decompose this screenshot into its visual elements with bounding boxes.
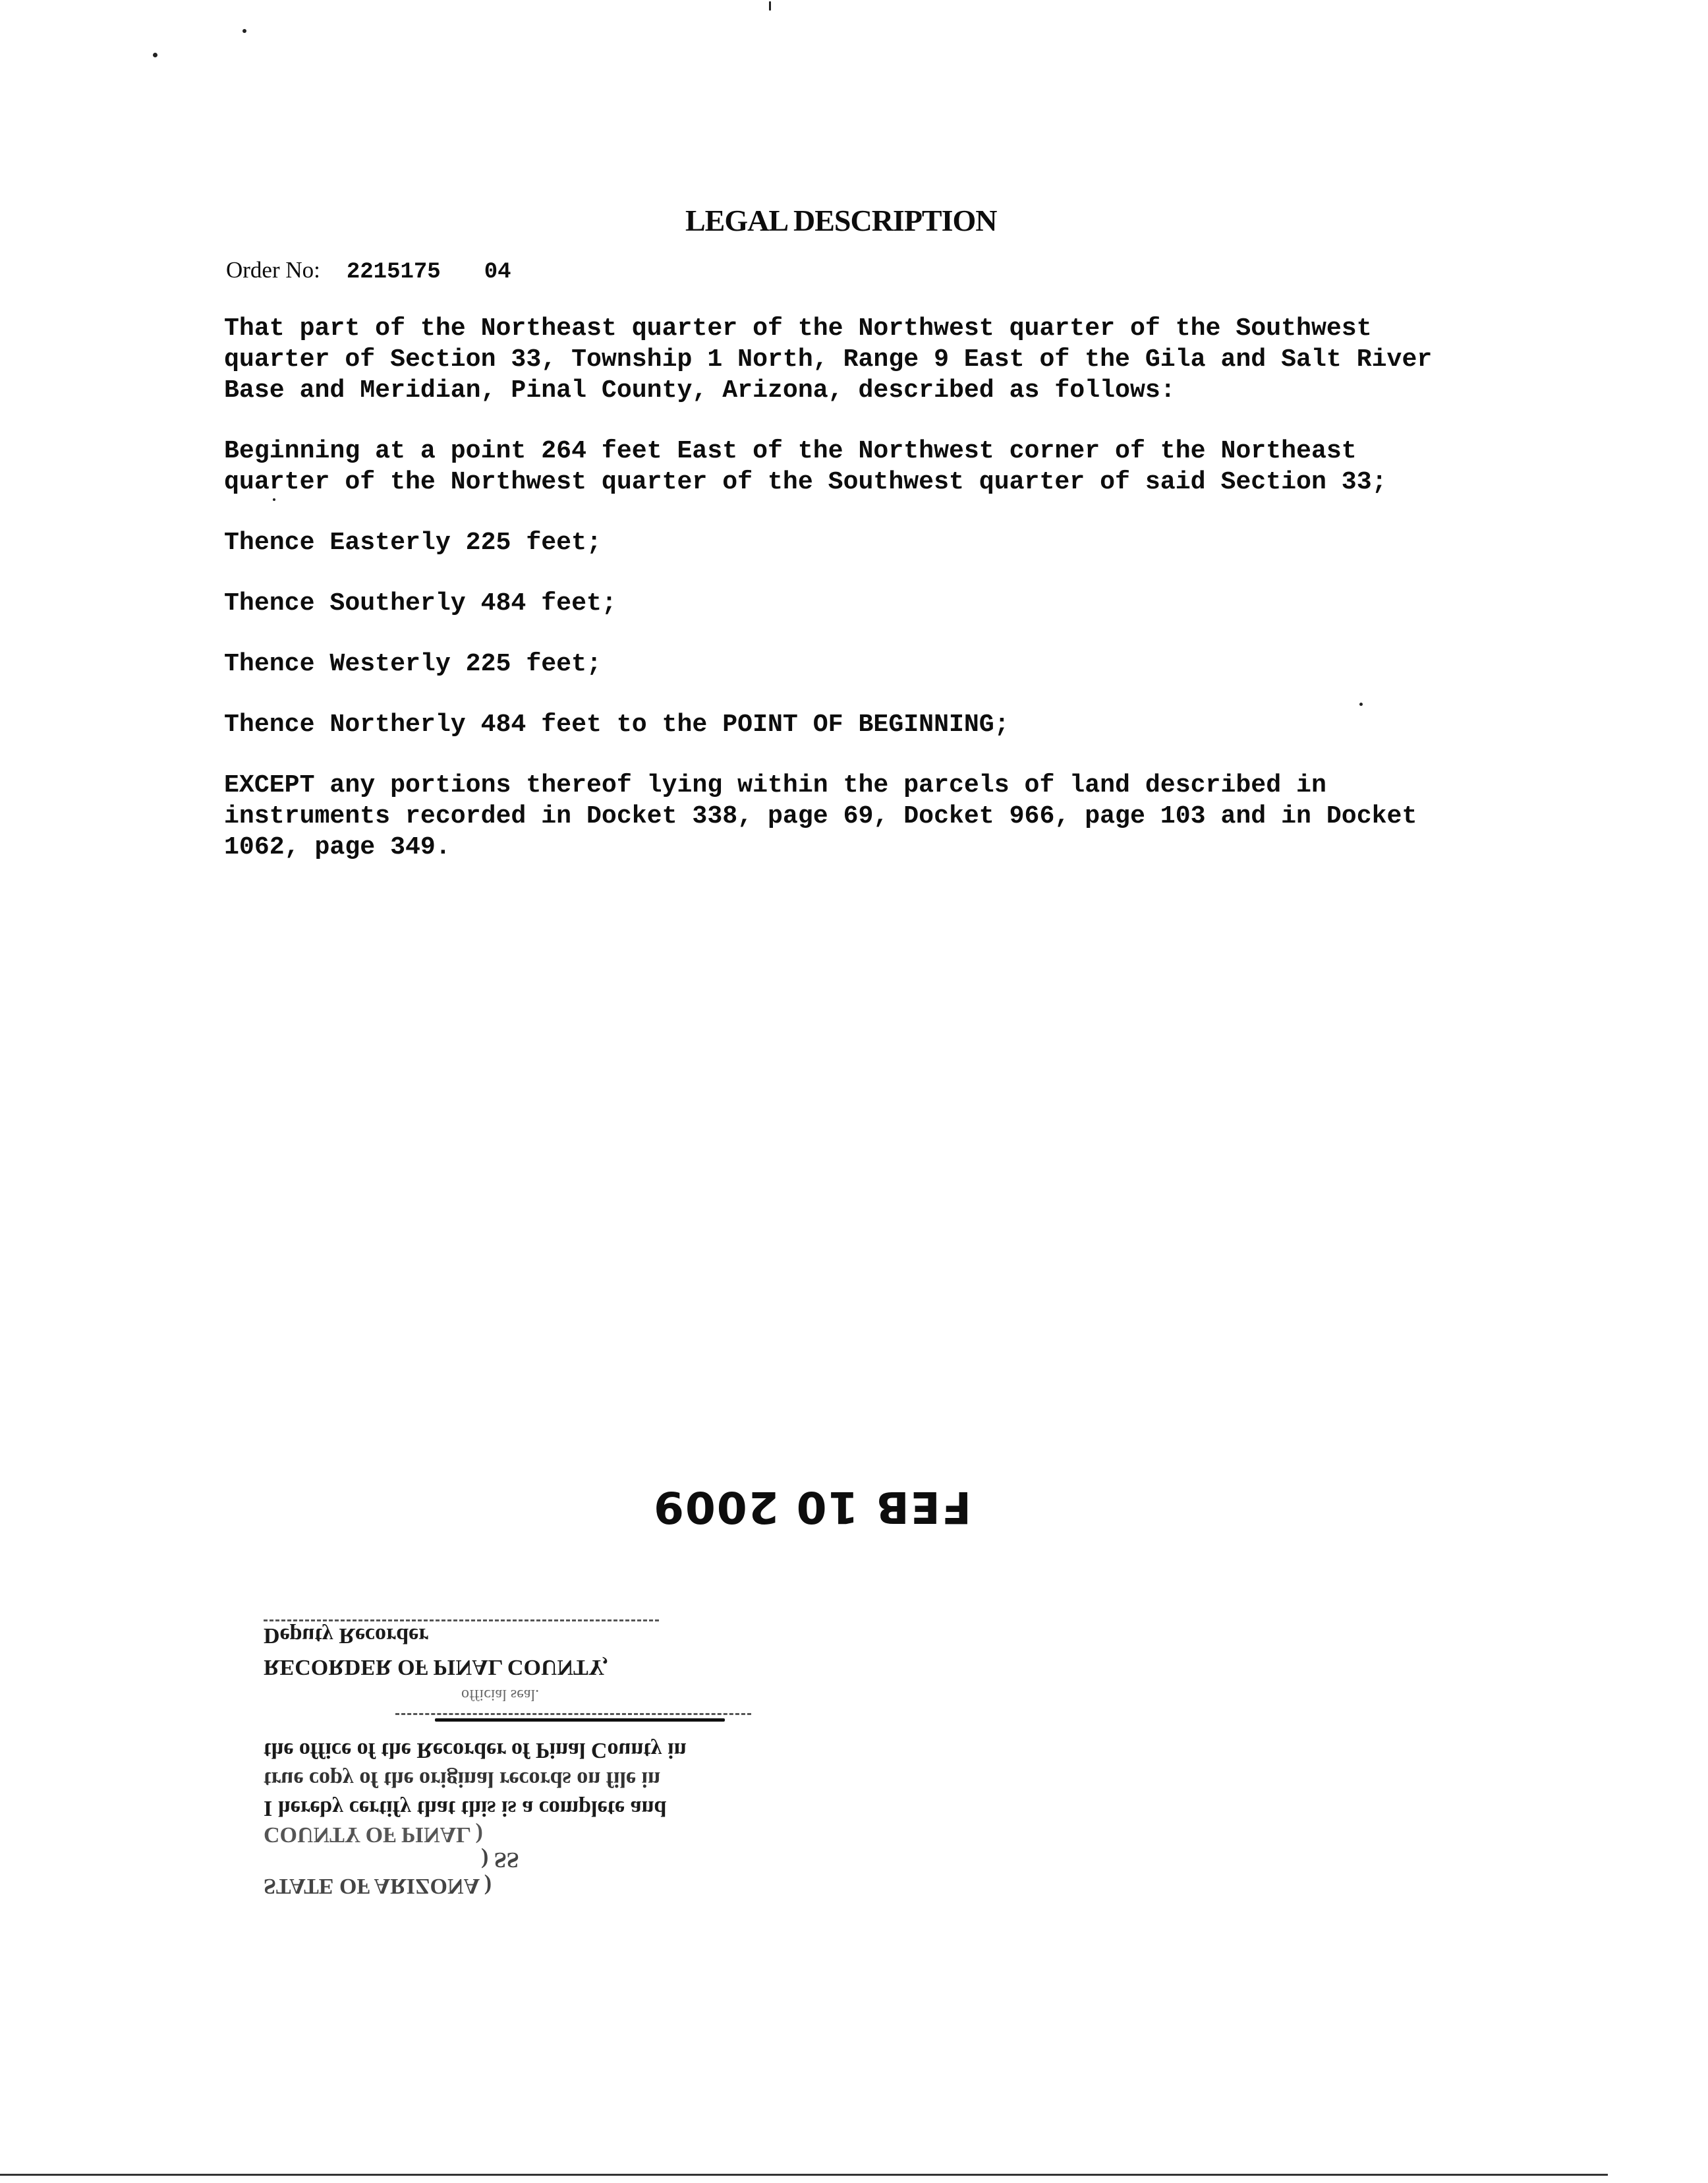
scan-speck — [769, 1, 771, 11]
paragraph-course-west: Thence Westerly 225 feet; — [224, 650, 602, 678]
paragraph-beginning: Beginning at a point 264 feet East of the Northwest corner of the Northeast quarter of the Northwest quarter of the Southwest quarter of said Section 33; — [224, 437, 1387, 496]
certification-stamp-mirrored — [264, 1595, 870, 1898]
stamp-ss-line: ) SS — [481, 1848, 519, 1872]
paragraph-course-east: Thence Easterly 225 feet; — [224, 529, 602, 557]
stamp-signature-line — [264, 1619, 659, 1621]
order-label: Order No: — [226, 257, 320, 283]
stamp-state-line: STATE OF ARIZONA ) — [264, 1874, 492, 1898]
stamp-deputy-line: Deputy Recorder — [264, 1623, 429, 1648]
paragraph-course-south: Thence Southerly 484 feet; — [224, 589, 617, 618]
stamp-rule — [435, 1718, 725, 1722]
stamp-seal-line: official seal. — [461, 1686, 540, 1703]
document-title: LEGAL DESCRIPTION — [685, 204, 997, 237]
paragraph-parcel: That part of the Northeast quarter of the Northwest quarter of the Southwest quarter of Section 33, Township 1 North, Range 9 East of the Gila and Salt River Base and Meridian, Pinal County, Arizona, described as follows: — [224, 314, 1433, 405]
scan-speck — [153, 53, 157, 57]
certification-stamp — [264, 1595, 870, 1898]
stamp-recorder-line: RECORDER OF PINAL COUNTY, — [264, 1655, 608, 1679]
stamp-office-line: the office of the Recorder of Pinal County in — [264, 1738, 687, 1762]
order-number: 2215175 — [346, 260, 441, 285]
stamp-true-copy-line: true copy of the original records on file in — [264, 1767, 660, 1791]
page-bottom-rule — [0, 2174, 1608, 2176]
scan-speck — [242, 29, 246, 33]
order-suffix: 04 — [484, 260, 511, 285]
paragraph-course-north: Thence Northerly 484 feet to the POINT OF BEGINNING; — [224, 711, 1010, 739]
stamp-certify-line: I hereby certify that this is a complete and — [264, 1796, 667, 1820]
legal-description-body — [224, 313, 1542, 892]
recording-date-stamp: FEB 10 2009 — [652, 1482, 971, 1532]
paragraph-exception: EXCEPT any portions thereof lying within the parcels of land described in instruments recorded in Docket 338, page 69, Docket 966, page 103 and in Docket 1062, page 349. — [224, 771, 1417, 861]
order-number-line — [226, 257, 511, 285]
stamp-county-line: COUNTY OF PINAL ) — [264, 1822, 483, 1847]
stamp-dashed-rule — [395, 1713, 751, 1715]
